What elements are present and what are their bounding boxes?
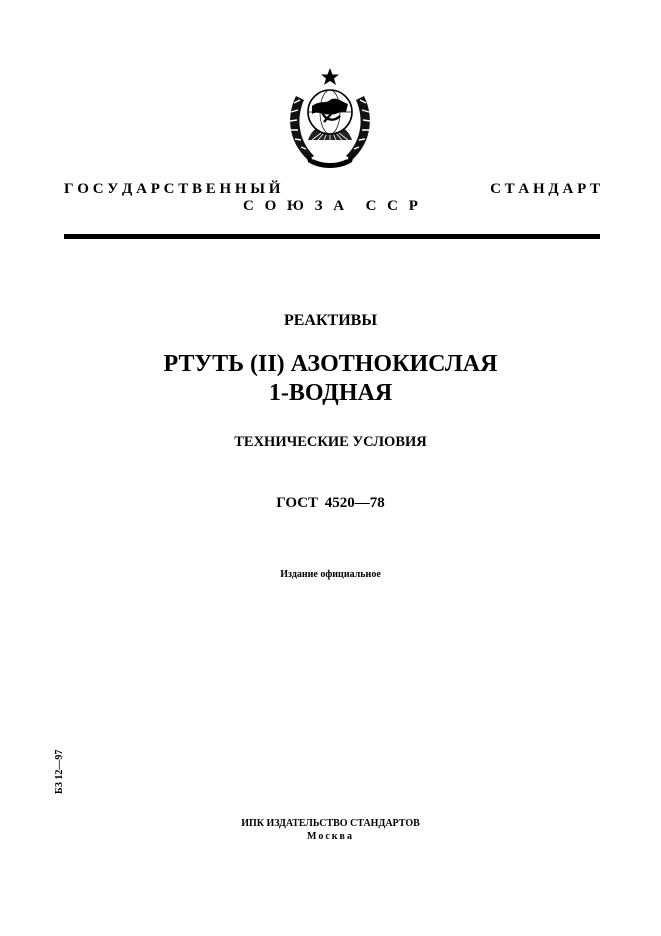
header-letter: С bbox=[243, 198, 254, 214]
document-subtitle: ТЕХНИЧЕСКИЕ УСЛОВИЯ bbox=[234, 434, 427, 450]
header-letter: Ю bbox=[286, 198, 304, 214]
header-letter: Р bbox=[408, 198, 418, 214]
ussr-state-emblem-icon bbox=[282, 66, 378, 170]
header-letter: С bbox=[387, 198, 398, 214]
standard-number: ГОСТ 4520—78 bbox=[276, 495, 385, 511]
publisher-city: Москва bbox=[307, 831, 354, 842]
header-letter: З bbox=[314, 198, 323, 214]
header-union bbox=[243, 197, 418, 215]
document-title bbox=[0, 350, 661, 408]
side-code: БЗ 12—97 bbox=[54, 749, 65, 794]
header-word-state: Г О С У Д А Р С Т В Е Н Н Ы Й bbox=[64, 181, 281, 197]
header-letter: С bbox=[365, 198, 377, 214]
header-state-standard bbox=[64, 180, 600, 198]
header-divider bbox=[64, 234, 600, 239]
publisher-name: ИПК ИЗДАТЕЛЬСТВО СТАНДАРТОВ bbox=[241, 818, 420, 829]
document-title-line2: 1-ВОДНАЯ bbox=[268, 380, 393, 406]
header-letter: О bbox=[264, 198, 277, 214]
document-title-line1: РТУТЬ (II) АЗОТНОКИСЛАЯ bbox=[163, 351, 498, 377]
edition-note: Издание официальное bbox=[280, 569, 381, 580]
header-word-standard: С Т А Н Д А Р Т bbox=[490, 181, 600, 197]
document-category: РЕАКТИВЫ bbox=[283, 312, 378, 329]
header-letter: А bbox=[333, 198, 345, 214]
